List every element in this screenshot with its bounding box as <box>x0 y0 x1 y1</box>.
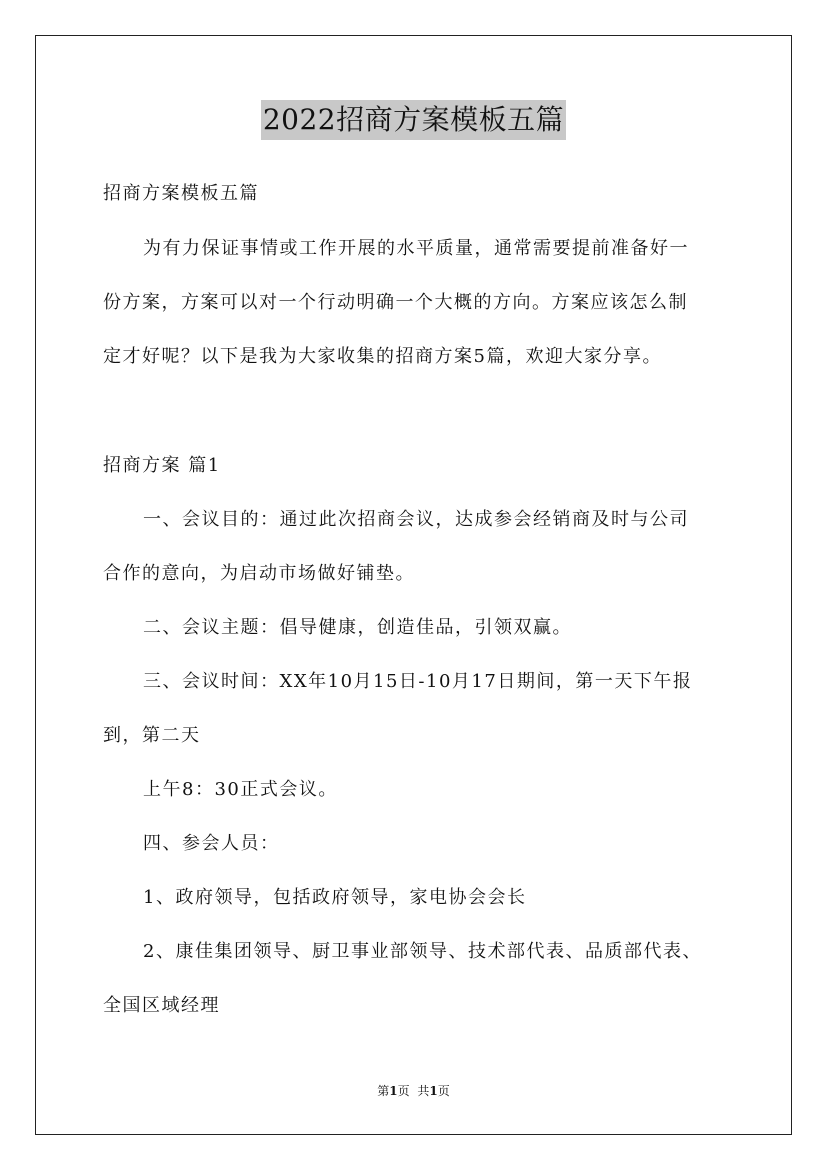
body-line-3: 二、会议主题：倡导健康，创造佳品，引领双赢。 <box>143 617 572 638</box>
document-subtitle: 招商方案模板五篇 <box>103 183 259 204</box>
body-line-7: 四、参会人员： <box>143 833 280 854</box>
intro-line-3: 定才好呢？以下是我为大家收集的招商方案5篇，欢迎大家分享。 <box>103 346 662 367</box>
body-line-5: 到，第二天 <box>103 725 201 746</box>
footer-page-number: 1 <box>389 1084 398 1098</box>
section-heading: 招商方案 篇1 <box>103 455 221 476</box>
footer-total-number: 1 <box>429 1084 438 1098</box>
body-line-4: 三、会议时间：XX年10月15日-10月17日期间，第一天下午报 <box>143 671 693 692</box>
title-container <box>0 100 827 140</box>
intro-line-2: 份方案，方案可以对一个行动明确一个大概的方向。方案应该怎么制 <box>103 292 688 313</box>
footer-total-suffix: 页 <box>437 1084 450 1098</box>
footer-total-prefix: 共 <box>417 1084 430 1098</box>
page-footer <box>0 1083 827 1099</box>
body-line-9: 2、康佳集团领导、厨卫事业部领导、技术部代表、品质部代表、 <box>143 941 702 962</box>
document-title: 2022招商方案模板五篇 <box>261 100 566 140</box>
footer-page-suffix: 页 <box>397 1084 410 1098</box>
body-line-1: 一、会议目的：通过此次招商会议，达成参会经销商及时与公司 <box>143 509 689 530</box>
body-line-6: 上午8：30正式会议。 <box>143 779 338 800</box>
body-line-8: 1、政府领导，包括政府领导，家电协会会长 <box>143 887 527 908</box>
footer-page-prefix: 第 <box>377 1084 390 1098</box>
body-line-2: 合作的意向，为启动市场做好铺垫。 <box>103 563 415 584</box>
body-line-10: 全国区域经理 <box>103 995 220 1016</box>
intro-line-1: 为有力保证事情或工作开展的水平质量，通常需要提前准备好一 <box>143 238 689 259</box>
